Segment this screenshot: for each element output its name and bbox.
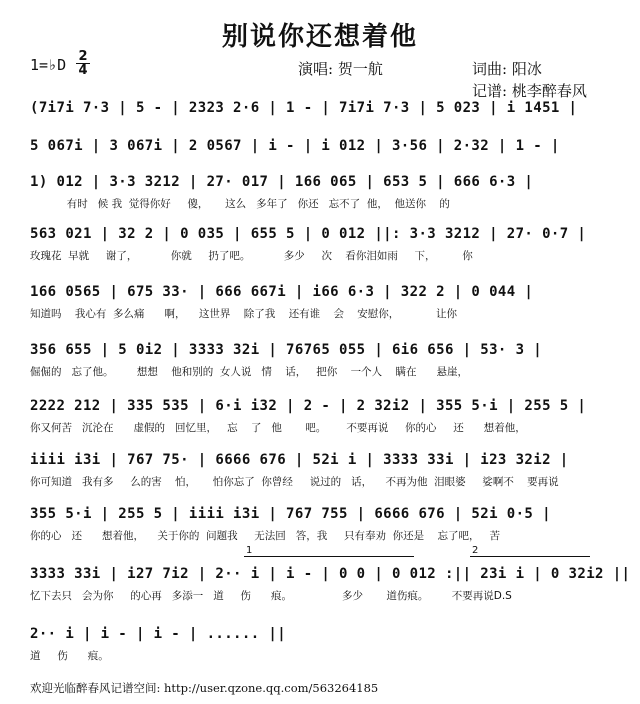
note-line: 1) 012 | 3·3 3212 | 27· 017 | 166 065 | 653 5 | 666 6·3 | — [30, 174, 534, 190]
note-line: iiii i3i | 767 75· | 6666 676 | 52i i | 3333 33i | i23 32i2 | — [30, 452, 569, 468]
note-line: 355 5·i | 255 5 | iiii i3i | 767 755 | 6666 676 | 52i 0·5 | — [30, 506, 551, 522]
lyric-line: 忆下去只 会为你 的心再 多添一 道 伤 痕。 多少 道伤痕。 不要再说D.S — [30, 590, 512, 602]
note-line: 2222 212 | 335 535 | 6·i i32 | 2 - | 2 32i2 | 355 5·i | 255 5 | — [30, 398, 587, 414]
lyric-line: 有时 候 我 觉得你好 傻， 这么 多年了 你还 忘不了 他， 他送你 的 — [30, 198, 450, 210]
note-line: 3333 33i | i27 7i2 | 2·· i | i - | 0 0 | 0 012 :|| 23i i | 0 32i2 || — [30, 566, 631, 582]
lyricist-credit: 词曲: 阳冰 — [472, 60, 542, 78]
note-line: 166 0565 | 675 33· | 666 667i | i66 6·3 | 322 2 | 0 044 | — [30, 284, 534, 300]
second-ending-number: 2 — [472, 545, 479, 556]
singer-credit: 演唱: 贺一航 — [298, 60, 383, 78]
lyric-line: 道 伤 痕。 — [30, 650, 109, 662]
key-signature: 1=♭D — [30, 56, 67, 74]
lyric-line: 知道吗 我心有 多么痛 啊， 这世界 除了我 还有谁 会 安慰你， 让你 — [30, 308, 458, 320]
lyric-line: 玫瑰花 早就 谢了， 你就 扔了吧。 多少 次 看你泪如雨 下， 你 — [30, 250, 473, 262]
song-title: 别说你还想着他 — [221, 22, 418, 52]
lyric-line: 你又何苦 沉沦在 虚假的 回忆里， 忘 了 他 吧。 不要再说 你的心 还 想着他， — [30, 422, 526, 434]
note-line: 563 021 | 32 2 | 0 035 | 655 5 | 0 012 ||: 3·3 3212 | 27· 0·7 | — [30, 226, 587, 242]
second-ending-bracket — [470, 556, 590, 557]
note-line: 356 655 | 5 0i2 | 3333 32i | 76765 055 | 6i6 656 | 53· 3 | — [30, 342, 543, 358]
first-ending-number: 1 — [246, 545, 253, 556]
first-ending-bracket — [244, 556, 414, 557]
lyric-line: 倔倔的 忘了他。 想想 他和别的 女人说 情 话， 把你 一个人 瞒在 悬崖， — [30, 366, 469, 378]
time-signature — [76, 50, 90, 77]
footer-credit: 欢迎光临醉春风记谱空间: http://user.qzone.qq.com/563264185 — [30, 681, 379, 695]
note-line: 2·· i | i - | i - | ...... || — [30, 626, 287, 642]
transcriber-credit: 记谱: 桃李醉春风 — [472, 82, 587, 100]
lyric-line: 你的心 还 想着他， 关于你的 问题我 无法回 答，我 只有奉劝 你还是 忘了吧， 苦 — [30, 530, 500, 542]
note-line: (7i7i 7·3 | 5 - | 2323 2·6 | 1 - | 7i7i 7·3 | 5 023 | i 1451 | — [30, 100, 578, 116]
note-line: 5 067i | 3 067i | 2 0567 | i - | i 012 | 3·56 | 2·32 | 1 - | — [30, 138, 560, 154]
time-signature-bottom: 4 — [78, 63, 88, 78]
lyric-line: 你可知道 我有多 么的害 怕， 怕你忘了 你曾经 说过的 话， 不再为他 泪眼婆 娑啊不 要再说 — [30, 476, 559, 488]
time-signature-top: 2 — [76, 50, 90, 64]
